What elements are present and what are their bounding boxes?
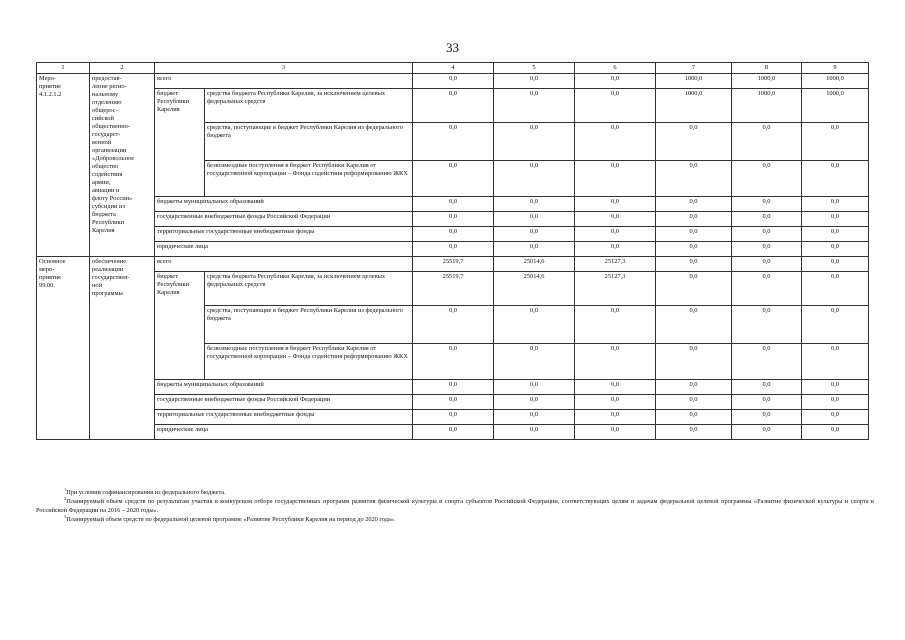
value-cell: 0,0 bbox=[802, 410, 869, 425]
value-cell: 25127,3 bbox=[575, 272, 656, 306]
table-row bbox=[37, 380, 869, 395]
value-cell: 1000,0 bbox=[802, 74, 869, 89]
value-cell: 25014,6 bbox=[494, 257, 575, 272]
column-header: 6 bbox=[575, 63, 656, 74]
footnotes bbox=[36, 488, 874, 525]
value-cell: 0,0 bbox=[413, 306, 494, 344]
column-header: 7 bbox=[656, 63, 732, 74]
table-row bbox=[37, 395, 869, 410]
value-cell: 0,0 bbox=[732, 380, 802, 395]
value-cell: 0,0 bbox=[494, 380, 575, 395]
source-label: безвозмездные поступления в бюджет Республики Карелия от государственной корпорации – Фонда содействия реформированию ЖКХ bbox=[205, 161, 413, 197]
table-row bbox=[37, 89, 869, 123]
column-header: 3 bbox=[155, 63, 413, 74]
source-label: средства бюджета Республики Карелия, за исключением целевых федеральных средств bbox=[205, 272, 413, 306]
footnote-mark: 3 bbox=[64, 514, 67, 520]
value-cell: 0,0 bbox=[656, 242, 732, 257]
column-header: 8 bbox=[732, 63, 802, 74]
value-cell: 1000,0 bbox=[802, 89, 869, 123]
table-row bbox=[37, 272, 869, 306]
value-cell: 0,0 bbox=[732, 425, 802, 440]
value-cell: 0,0 bbox=[413, 123, 494, 161]
value-cell: 0,0 bbox=[802, 272, 869, 306]
value-cell: 0,0 bbox=[494, 227, 575, 242]
value-cell: 0,0 bbox=[494, 161, 575, 197]
value-cell: 0,0 bbox=[802, 161, 869, 197]
value-cell: 25519,7 bbox=[413, 257, 494, 272]
value-cell: 0,0 bbox=[494, 74, 575, 89]
value-cell: 0,0 bbox=[575, 395, 656, 410]
value-cell: 0,0 bbox=[802, 242, 869, 257]
value-cell: 0,0 bbox=[494, 344, 575, 380]
value-cell: 0,0 bbox=[656, 197, 732, 212]
source-label: юридические лица bbox=[155, 425, 413, 440]
source-label: государственные внебюджетные фонды Российской Федерации bbox=[155, 212, 413, 227]
value-cell: 0,0 bbox=[494, 410, 575, 425]
value-cell: 25519,7 bbox=[413, 272, 494, 306]
value-cell: 0,0 bbox=[494, 89, 575, 123]
value-cell: 0,0 bbox=[732, 395, 802, 410]
value-cell: 0,0 bbox=[575, 161, 656, 197]
value-cell: 0,0 bbox=[732, 272, 802, 306]
source-label: территориальные государственные внебюджетные фонды bbox=[155, 227, 413, 242]
footnote bbox=[36, 497, 874, 515]
value-cell: 0,0 bbox=[413, 425, 494, 440]
table-row bbox=[37, 425, 869, 440]
footnote bbox=[36, 488, 874, 497]
source-label: государственные внебюджетные фонды Российской Федерации bbox=[155, 395, 413, 410]
table-row bbox=[37, 410, 869, 425]
footnote-text: Планируемый объем средств по результатам участия в конкурсном отборе государственных программ развития физической культуры и спорта субъектов Российской Федерации, соответствующих целям и задачам федеральной целевой программы «Развитие физической культуры и спорта в Российской Федерации на 2016 – 2020 годы». bbox=[36, 498, 874, 515]
value-cell: 0,0 bbox=[802, 380, 869, 395]
value-cell: 0,0 bbox=[413, 227, 494, 242]
value-cell: 0,0 bbox=[575, 227, 656, 242]
value-cell: 1000,0 bbox=[732, 89, 802, 123]
value-cell: 0,0 bbox=[413, 161, 494, 197]
value-cell: 0,0 bbox=[656, 257, 732, 272]
source-label: бюджеты муниципальных образований bbox=[155, 197, 413, 212]
value-cell: 0,0 bbox=[413, 344, 494, 380]
source-label: всего bbox=[155, 257, 413, 272]
value-cell: 0,0 bbox=[732, 212, 802, 227]
value-cell: 0,0 bbox=[575, 89, 656, 123]
value-cell: 0,0 bbox=[494, 197, 575, 212]
value-cell: 0,0 bbox=[732, 306, 802, 344]
value-cell: 0,0 bbox=[732, 123, 802, 161]
table-row bbox=[37, 242, 869, 257]
value-cell: 0,0 bbox=[656, 344, 732, 380]
value-cell: 0,0 bbox=[802, 395, 869, 410]
value-cell: 0,0 bbox=[413, 197, 494, 212]
value-cell: 0,0 bbox=[802, 306, 869, 344]
budget-label: бюджет Республики Карелия bbox=[155, 89, 205, 197]
value-cell: 0,0 bbox=[494, 395, 575, 410]
column-header: 1 bbox=[37, 63, 90, 74]
value-cell: 0,0 bbox=[732, 161, 802, 197]
value-cell: 0,0 bbox=[802, 344, 869, 380]
footnote-mark: 1 bbox=[64, 486, 67, 492]
column-header: 5 bbox=[494, 63, 575, 74]
footnote-mark: 2 bbox=[64, 496, 67, 502]
value-cell: 0,0 bbox=[802, 212, 869, 227]
page-number: 33 bbox=[446, 40, 459, 55]
source-label: всего bbox=[155, 74, 413, 89]
source-label: средства бюджета Республики Карелия, за исключением целевых федеральных средств bbox=[205, 89, 413, 123]
value-cell: 0,0 bbox=[413, 395, 494, 410]
value-cell: 0,0 bbox=[802, 257, 869, 272]
value-cell: 0,0 bbox=[575, 212, 656, 227]
column-header: 4 bbox=[413, 63, 494, 74]
value-cell: 0,0 bbox=[802, 227, 869, 242]
value-cell: 0,0 bbox=[575, 425, 656, 440]
value-cell: 0,0 bbox=[494, 212, 575, 227]
column-header: 9 bbox=[802, 63, 869, 74]
value-cell: 0,0 bbox=[656, 425, 732, 440]
value-cell: 0,0 bbox=[575, 197, 656, 212]
value-cell: 0,0 bbox=[656, 272, 732, 306]
footnote-text: При условии софинансирования из федерального бюджета. bbox=[66, 489, 226, 496]
source-label: безвозмездные поступления в бюджет Республики Карелия от государственной корпорации – Фонда содействия реформированию ЖКХ bbox=[205, 344, 413, 380]
source-label: средства, поступающие в бюджет Республики Карелия из федерального бюджета bbox=[205, 306, 413, 344]
value-cell: 0,0 bbox=[413, 74, 494, 89]
value-cell: 0,0 bbox=[656, 395, 732, 410]
value-cell: 0,0 bbox=[802, 197, 869, 212]
value-cell: 0,0 bbox=[656, 227, 732, 242]
header-row bbox=[37, 63, 869, 74]
value-cell: 0,0 bbox=[575, 380, 656, 395]
value-cell: 1000,0 bbox=[656, 89, 732, 123]
value-cell: 0,0 bbox=[656, 380, 732, 395]
value-cell: 0,0 bbox=[656, 306, 732, 344]
value-cell: 0,0 bbox=[494, 306, 575, 344]
footnote-text: Планируемый объем средств по федеральной целевой программе «Развитие Республики Карелия на период до 2020 года». bbox=[66, 516, 396, 524]
activity-name: предостав- ление регио- нальному отделению общерос- сийской общественно- государст- венной организации «Добровольное общество содействия армии, авиации и флоту России» субсидии из бюджета Республики Карелия bbox=[90, 74, 155, 257]
value-cell: 0,0 bbox=[802, 425, 869, 440]
value-cell: 0,0 bbox=[575, 410, 656, 425]
source-label: юридические лица bbox=[155, 242, 413, 257]
value-cell: 0,0 bbox=[413, 242, 494, 257]
value-cell: 0,0 bbox=[732, 344, 802, 380]
value-cell: 1000,0 bbox=[656, 74, 732, 89]
value-cell: 0,0 bbox=[732, 227, 802, 242]
table-row bbox=[37, 74, 869, 89]
value-cell: 0,0 bbox=[732, 410, 802, 425]
table-row bbox=[37, 212, 869, 227]
value-cell: 0,0 bbox=[732, 257, 802, 272]
budget-table bbox=[36, 62, 869, 440]
budget-label: бюджет Республики Карелия bbox=[155, 272, 205, 380]
value-cell: 0,0 bbox=[413, 212, 494, 227]
source-label: бюджеты муниципальных образований bbox=[155, 380, 413, 395]
table-row bbox=[37, 257, 869, 272]
value-cell: 0,0 bbox=[575, 242, 656, 257]
column-header: 2 bbox=[90, 63, 155, 74]
value-cell: 0,0 bbox=[575, 344, 656, 380]
value-cell: 0,0 bbox=[575, 306, 656, 344]
value-cell: 0,0 bbox=[656, 161, 732, 197]
value-cell: 0,0 bbox=[656, 410, 732, 425]
value-cell: 0,0 bbox=[494, 425, 575, 440]
footnote bbox=[36, 515, 874, 524]
value-cell: 0,0 bbox=[656, 123, 732, 161]
value-cell: 0,0 bbox=[732, 242, 802, 257]
activity-name: обеспечение реализации государствен- ной программы bbox=[90, 257, 155, 440]
value-cell: 0,0 bbox=[494, 242, 575, 257]
value-cell: 0,0 bbox=[802, 123, 869, 161]
value-cell: 0,0 bbox=[413, 380, 494, 395]
activity-code: Меро- приятие 4.1.2.1.2 bbox=[37, 74, 90, 257]
value-cell: 25127,3 bbox=[575, 257, 656, 272]
source-label: средства, поступающие в бюджет Республики Карелия из федерального бюджета bbox=[205, 123, 413, 161]
table-row bbox=[37, 227, 869, 242]
table-row bbox=[37, 197, 869, 212]
source-label: территориальные государственные внебюджетные фонды bbox=[155, 410, 413, 425]
value-cell: 0,0 bbox=[413, 89, 494, 123]
value-cell: 0,0 bbox=[413, 410, 494, 425]
value-cell: 0,0 bbox=[494, 123, 575, 161]
value-cell: 0,0 bbox=[732, 197, 802, 212]
value-cell: 1000,0 bbox=[732, 74, 802, 89]
value-cell: 0,0 bbox=[656, 212, 732, 227]
activity-code: Основное меро- приятие 99.00. bbox=[37, 257, 90, 440]
value-cell: 0,0 bbox=[575, 123, 656, 161]
value-cell: 0,0 bbox=[575, 74, 656, 89]
value-cell: 25014,6 bbox=[494, 272, 575, 306]
